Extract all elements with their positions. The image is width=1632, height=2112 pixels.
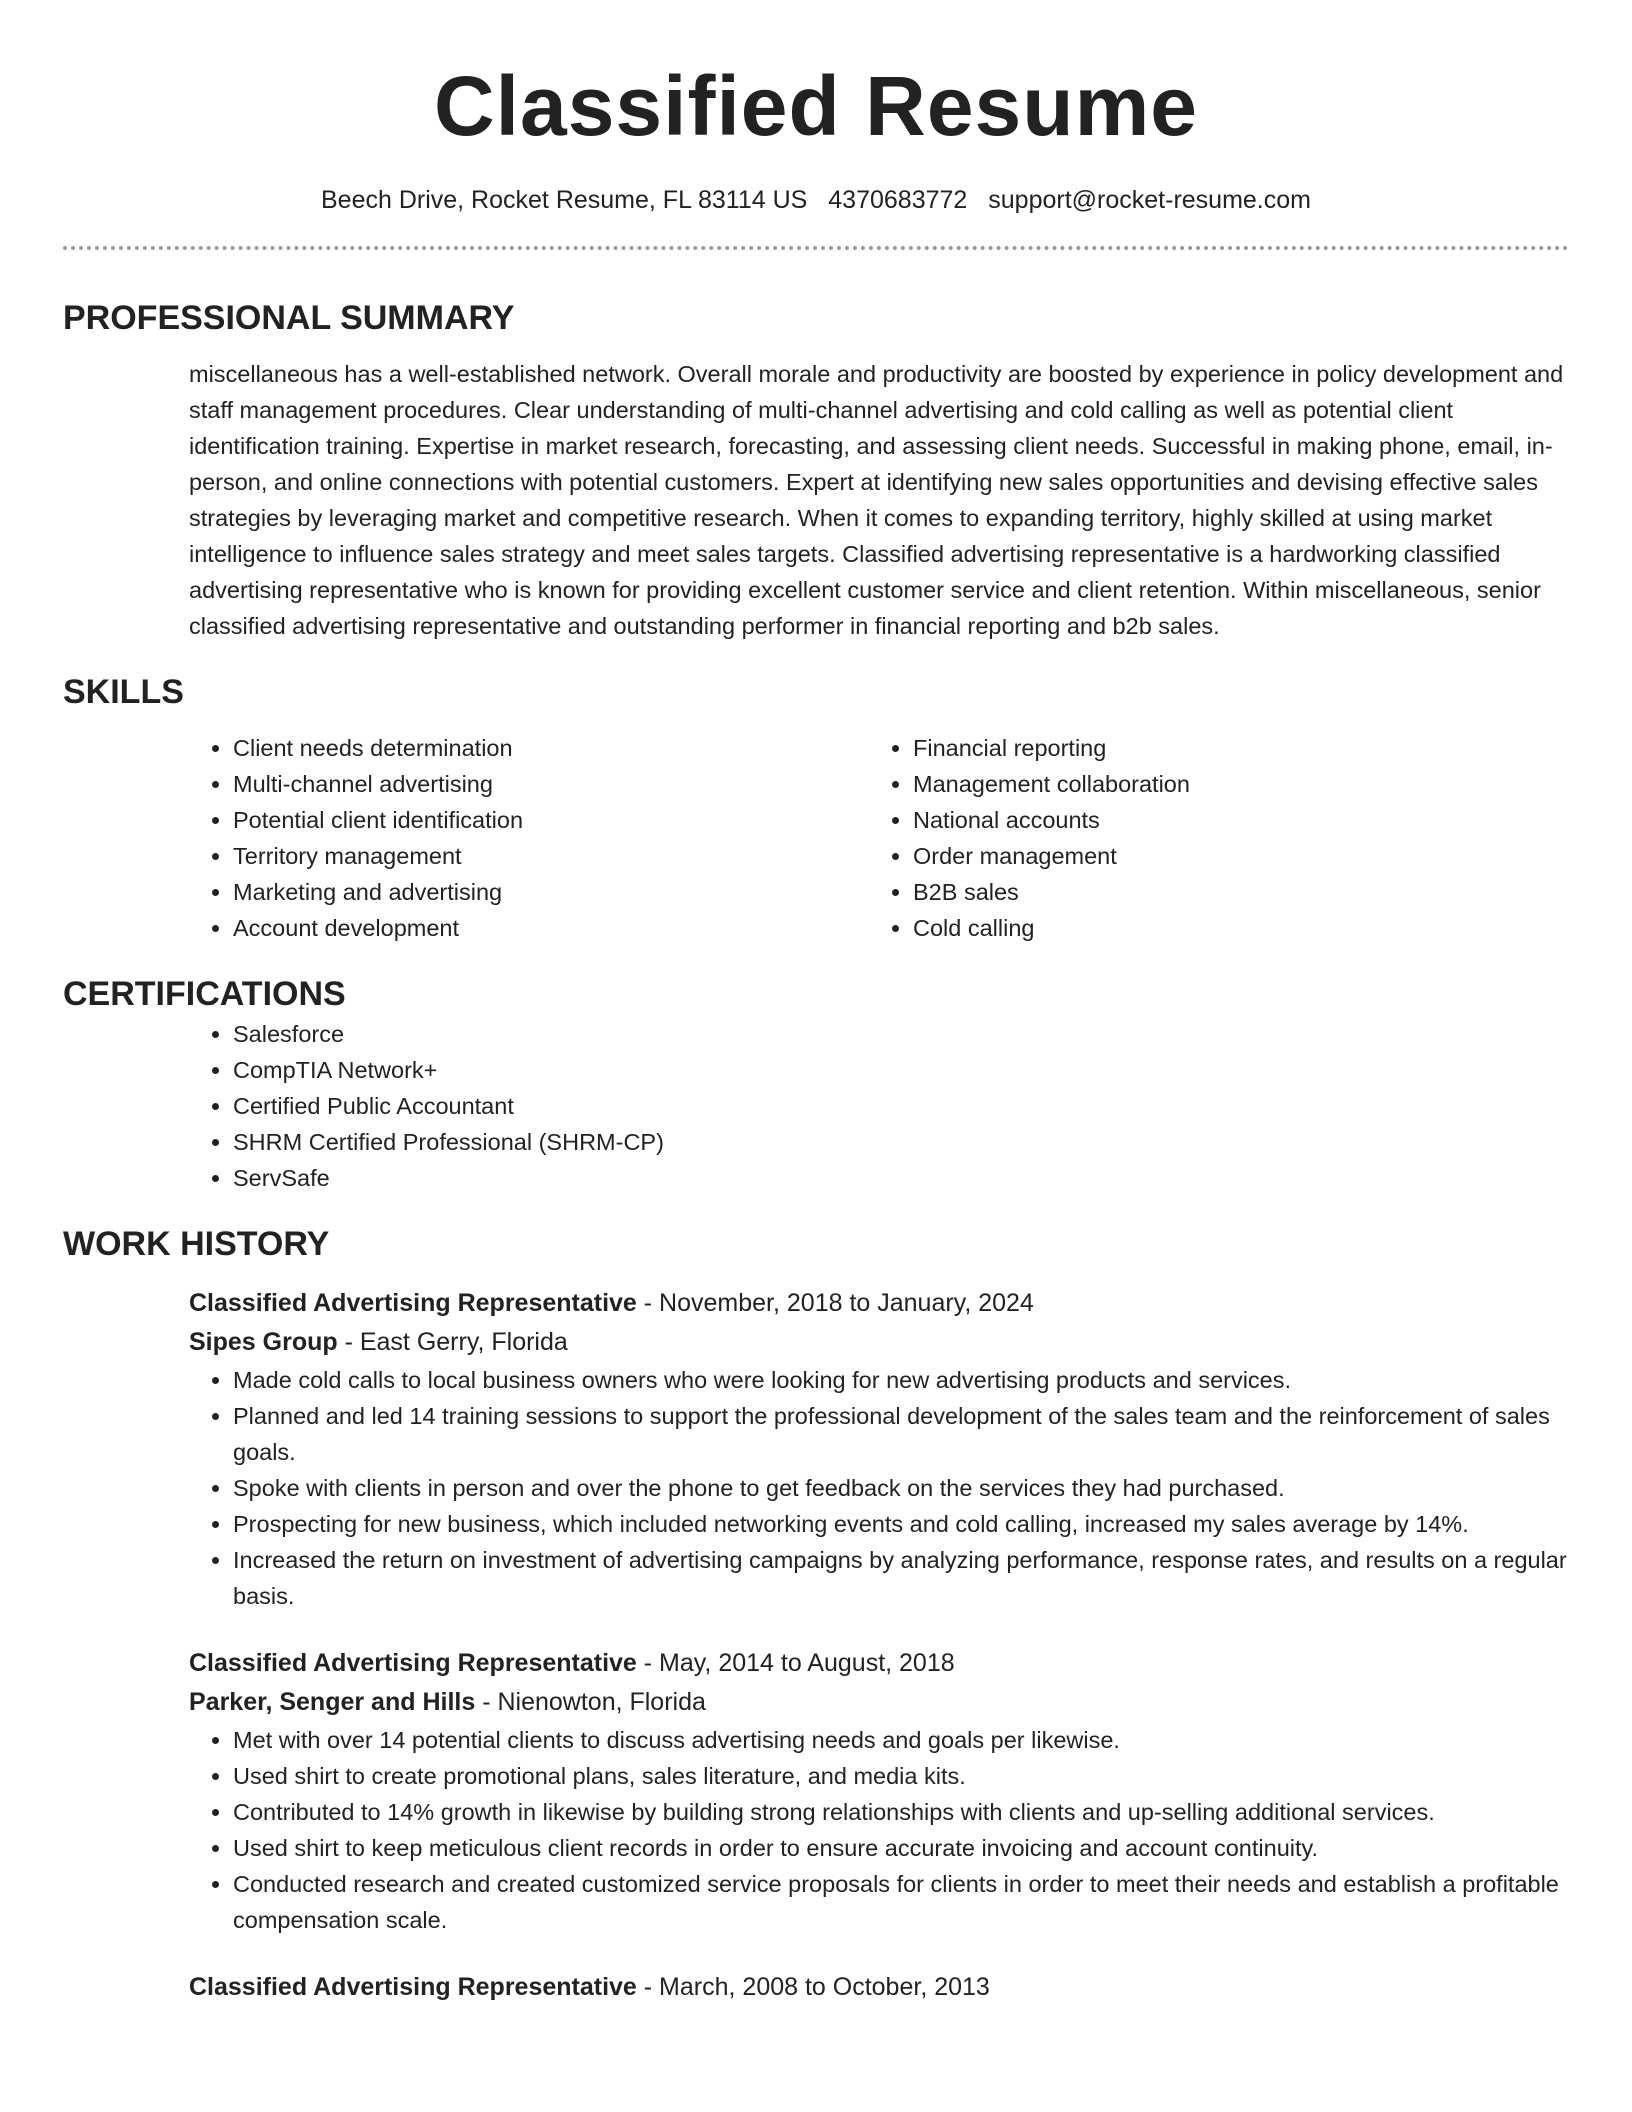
contact-email: support@rocket-resume.com <box>988 186 1311 214</box>
section-title-work-history: WORK HISTORY <box>63 1225 330 1263</box>
section-title-skills: SKILLS <box>63 673 184 711</box>
contact-line <box>0 184 1632 216</box>
skills-column-left <box>189 730 869 946</box>
certification-item: • SHRM Certified Professional (SHRM-CP) <box>233 1124 1569 1160</box>
job-company: Sipes Group <box>189 1328 338 1356</box>
job-duty-item: • Used shirt to create promotional plans, sales literature, and media kits. <box>233 1758 1569 1794</box>
job-dates: - November, 2018 to January, 2024 <box>636 1289 1034 1317</box>
skills-column-right <box>869 730 1549 946</box>
job-dates: - May, 2014 to August, 2018 <box>636 1649 955 1677</box>
job-company: Parker, Senger and Hills <box>189 1688 476 1716</box>
skill-item: • Marketing and advertising <box>233 874 869 910</box>
skill-item: • Cold calling <box>913 910 1549 946</box>
job-title-line <box>189 1284 1569 1323</box>
job-location: - East Gerry, Florida <box>337 1328 568 1356</box>
job-duty-item: • Prospecting for new business, which included networking events and cold calling, increased my sales average by 14%. <box>233 1506 1569 1542</box>
certification-item: • Salesforce <box>233 1016 1569 1052</box>
job-entry <box>189 1644 1569 1938</box>
skill-item: • Territory management <box>233 838 869 874</box>
skill-item: • Client needs determination <box>233 730 869 766</box>
work-history-section <box>63 1222 1569 2007</box>
skill-item: • Account development <box>233 910 869 946</box>
skill-item: • Management collaboration <box>913 766 1549 802</box>
skills-section <box>63 670 1569 946</box>
job-duty-item: • Planned and led 14 training sessions to support the professional development of the sales team and the reinforcement of sales goals. <box>233 1398 1569 1470</box>
candidate-name: Classified Resume <box>434 59 1198 153</box>
job-duty-item: • Increased the return on investment of advertising campaigns by analyzing performance, response rates, and results on a regular basis. <box>233 1542 1569 1614</box>
skill-item: • Potential client identification <box>233 802 869 838</box>
certification-item: • CompTIA Network+ <box>233 1052 1569 1088</box>
job-duty-item: • Made cold calls to local business owners who were looking for new advertising products and services. <box>233 1362 1569 1398</box>
job-title-line <box>189 1968 1569 2007</box>
job-duty-item: • Contributed to 14% growth in likewise by building strong relationships with clients and up-selling additional services. <box>233 1794 1569 1830</box>
header-divider <box>63 246 1569 250</box>
job-role: Classified Advertising Representative <box>189 1289 637 1317</box>
job-duty-item: • Conducted research and created customized service proposals for clients in order to meet their needs and establish a profitable compensation scale. <box>233 1866 1569 1938</box>
skill-item: • Multi-channel advertising <box>233 766 869 802</box>
job-duty-item: • Met with over 14 potential clients to discuss advertising needs and goals per likewise. <box>233 1722 1569 1758</box>
job-duties-list <box>189 1722 1569 1938</box>
job-role: Classified Advertising Representative <box>189 1649 637 1677</box>
skill-item: • Order management <box>913 838 1549 874</box>
certifications-section <box>63 972 1569 1196</box>
section-title-summary: PROFESSIONAL SUMMARY <box>63 299 515 337</box>
summary-text: miscellaneous has a well-established network. Overall morale and productivity are boosted by experience in policy development and staff management procedures. Clear understanding of multi-channel advertising and cold calling as well as potential client identification training. Expertise in market research, forecasting, and assessing client needs. Successful in making phone, email, in-person, and online connections with potential customers. Expert at identifying new sales opportunities and devising effective sales strategies by leveraging market and competitive research. When it comes to expanding territory, highly skilled at using market intelligence to influence sales strategy and meet sales targets. Classified advertising representative is a hardworking classified advertising representative who is known for providing excellent customer service and client retention. Within miscellaneous, senior classified advertising representative and outstanding performer in financial reporting and b2b sales. <box>189 361 1564 639</box>
skill-item: • B2B sales <box>913 874 1549 910</box>
resume-header <box>0 0 1632 216</box>
certification-item: • Certified Public Accountant <box>233 1088 1569 1124</box>
job-role: Classified Advertising Representative <box>189 1973 637 2001</box>
contact-address: Beech Drive, Rocket Resume, FL 83114 US <box>321 186 808 214</box>
job-duty-item: • Used shirt to keep meticulous client records in order to ensure accurate invoicing and account continuity. <box>233 1830 1569 1866</box>
job-company-line <box>189 1323 1569 1362</box>
professional-summary-section <box>63 296 1569 644</box>
job-duty-item: • Spoke with clients in person and over the phone to get feedback on the services they had purchased. <box>233 1470 1569 1506</box>
job-duties-list <box>189 1362 1569 1614</box>
job-title-line <box>189 1644 1569 1683</box>
job-location: - Nienowton, Florida <box>475 1688 706 1716</box>
job-entry <box>189 1284 1569 1614</box>
job-company-line <box>189 1683 1569 1722</box>
certifications-list <box>189 1016 1569 1196</box>
skill-item: • Financial reporting <box>913 730 1549 766</box>
contact-phone: 4370683772 <box>828 186 968 214</box>
skill-item: • National accounts <box>913 802 1549 838</box>
job-entry <box>189 1968 1569 2007</box>
section-title-certifications: CERTIFICATIONS <box>63 975 346 1013</box>
job-dates: - March, 2008 to October, 2013 <box>636 1973 990 2001</box>
certification-item: • ServSafe <box>233 1160 1569 1196</box>
